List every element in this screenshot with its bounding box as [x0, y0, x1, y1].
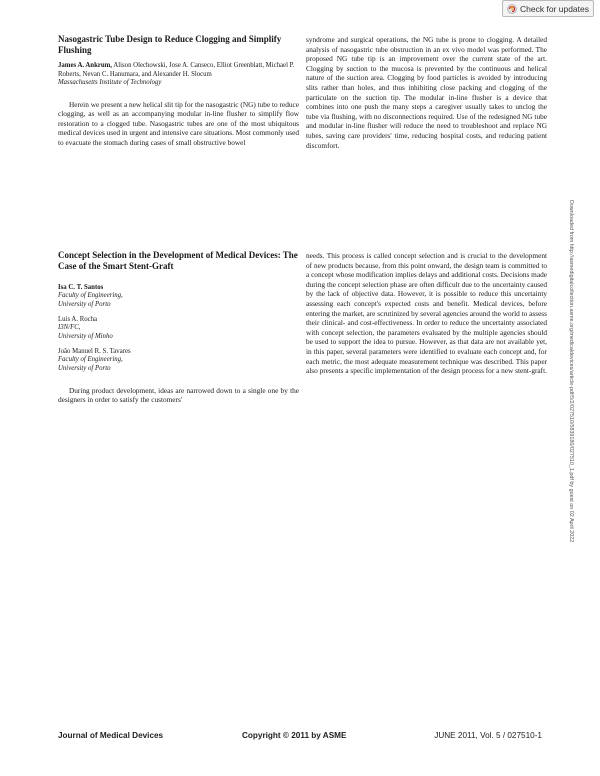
article1-title: Nasogastric Tube Design to Reduce Clogging and Simplify Flushing [58, 34, 282, 55]
article2-left-column [58, 250, 299, 405]
article2-affil-1-line2: University of Porto [58, 300, 111, 308]
article1-right-column [306, 35, 547, 150]
article1-other-authors: Alison Olechowski, Jose A. Canseco, Elliot Greenblatt, Michael P. Roberts, Nevan C. Hanumara, and Alexander H. Slocum [58, 62, 295, 78]
download-note: Downloaded from http://asmedigitalcollection.asme.org/medicaldevices/article-pdf/5/2/027510/5839180/027510_1.pdf by guest on 02 April 2022 [568, 200, 574, 543]
update-icon [507, 4, 517, 14]
article1-abstract-part2: syndrome and surgical operations, the NG tube is prone to clogging. A detailed analysis of nasogastric tube obstruction in an ex vivo model was performed. The proposed NG tube tip is an improvement over the current state of the art. Clogging by suction to the mucosa is prevented by the continuous and helical nature of the suction area. Clogging by food particles is avoided by introducing slits rather than holes, and thus inhibiting close packing and clogging of the particulate on the suction tip. The modular in-line flusher is a device that combines into one push the many steps a caregiver usually takes to unclog the tube via flushing, with no disconnections required. Use of the redesigned NG tube and modular in-line flusher will reduce the need to troubleshoot and replace NG tubes, saving care providers' time, reducing hospital costs, and reducing patient discomfort. [306, 35, 547, 150]
article2-affil-1-line1: Faculty of Engineering, [58, 292, 123, 299]
article2-affil-2-line1: I3N/FC, [58, 324, 81, 332]
article1-lead-author: James A. Ankrum, [58, 62, 113, 69]
article2-title: Concept Selection in the Development of Medical Devices: The Case of the Smart Stent-Graft [58, 250, 298, 271]
article1-abstract-part1: Herein we present a new helical slit tip for the nasogastric (NG) tube to reduce clogging, as well as an accompanying modular in-line flusher to simplify flow restoration to a clogged tube. Nasogastric tubes are one of the most ubiquitous medical devices used in urgent and intensive care situations. Most commonly used to evacuate the stomach during cases of small obstructive bowel [58, 99, 300, 147]
check-for-updates-label: Check for updates [520, 3, 589, 14]
article2-author-3: João Manuel R. S. Tavares [58, 348, 131, 356]
article1-affiliation: Massachusetts Institute of Technology [58, 79, 162, 86]
article2-affil-3-line1: Faculty of Engineering, [58, 356, 123, 364]
footer-journal: Journal of Medical Devices [58, 731, 164, 740]
article2-author-1: Isa C. T. Santos [58, 284, 104, 291]
footer-issue: JUNE 2011, Vol. 5 / 027510-1 [434, 731, 542, 740]
check-for-updates-button[interactable] [502, 0, 594, 17]
article2-abstract-part1: During product development, ideas are narrowed down to a single one by the designers in order to satisfy the customers' [58, 385, 299, 405]
footer-copyright: Copyright © 2011 by ASME [242, 731, 347, 740]
article2-author-2: Luís A. Rocha [58, 316, 98, 324]
article1-authors [58, 61, 299, 79]
page-footer [58, 731, 542, 743]
article2-affil-2-line2: University of Minho [58, 332, 113, 340]
article1-left-column [58, 34, 299, 148]
article2-abstract-part2: needs. This process is called concept selection and is crucial to the development of new products because, from this point onward, the design team is committed to a concept whose modification implies delays and additional costs. Decisions made during the concept selection phase are often difficult due to the uncertainty caused by the lack of objective data. However, it is possible to reduce this uncertainty assessing each concept's expected costs and benefit. Medical devices, before entering the market, are scrutinized by several agencies around the world to assess their clinical- and cost-effectiveness. In order to reduce the uncertainty associated with concept selection, the parameters evaluated by the multiple agencies should be used to support the idea to pursue. However, as that data are not available yet, in this paper, several parameters were identified to evaluate each concept and, for each metric, the most adequate measurement technique was described. This paper also presents a specific implementation of the design process for a new stent-graft. [306, 251, 547, 376]
article2-right-column [306, 251, 547, 376]
article2-affil-3-line2: University of Porto [58, 364, 111, 372]
